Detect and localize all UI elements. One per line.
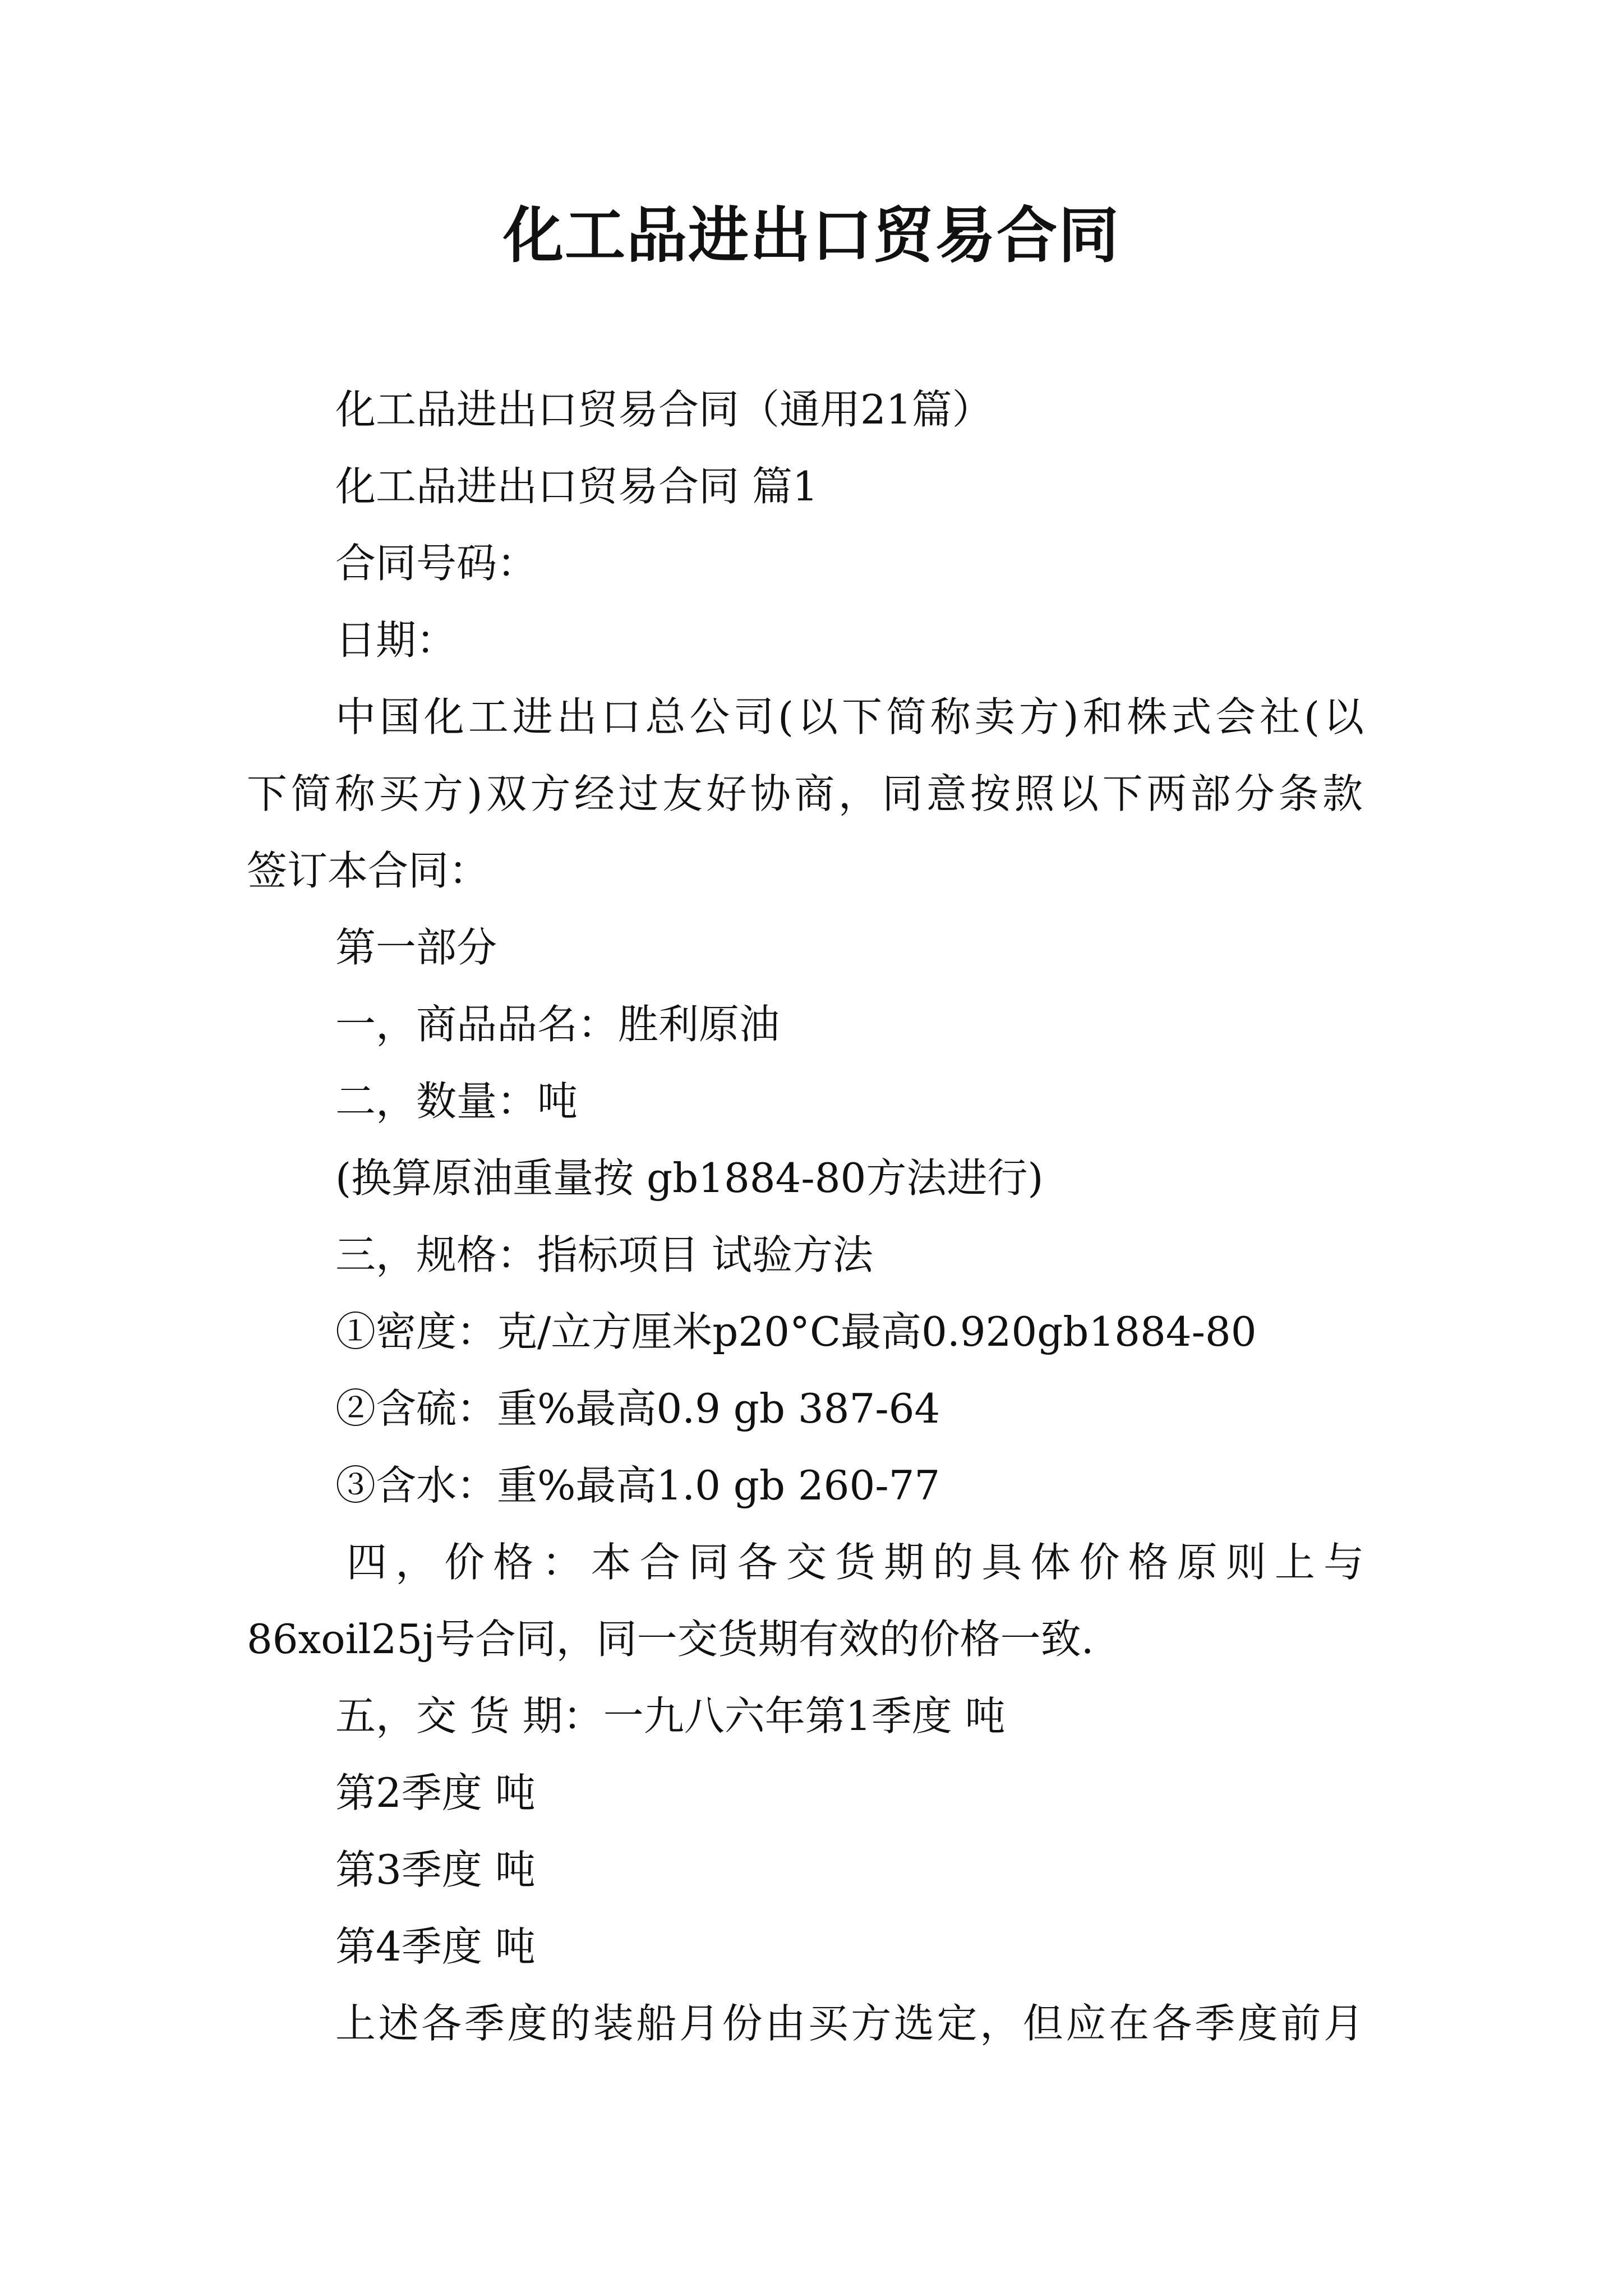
text-line-delivery-q2: 第2季度 吨 [335,1769,536,1816]
text-line-contract-number: 合同号码： [335,540,538,587]
text-line-date: 日期： [335,616,457,664]
text-line-section-heading: 化工品进出口贸易合同 篇1 [335,463,818,510]
text-line-intro-3: 签订本合同： [247,847,490,894]
text-line-delivery-q3: 第3季度 吨 [335,1846,536,1893]
text-line-product-name: 一，商品品名：胜利原油 [335,1001,780,1048]
text-line-specification: 三，规格：指标项目 试验方法 [335,1231,873,1278]
document-title: 化工品进出口贸易合同 [502,200,1120,271]
text-line-intro-1: 中国化工进出口总公司(以下简称卖方)和株式会社(以 [335,693,1364,740]
text-line-delivery-q1: 五，交 货 期：一九八六年第1季度 吨 [335,1692,1006,1740]
text-line-shipping-month: 上述各季度的装船月份由买方选定，但应在各季度前月 [335,2000,1364,2047]
text-line-spec-sulfur: ②含硫：重%最高0.9 gb 387-64 [335,1385,940,1432]
text-line-delivery-q4: 第4季度 吨 [335,1923,536,1970]
text-line-intro-2: 下简称买方)双方经过友好协商，同意按照以下两部分条款 [247,770,1363,817]
text-line-subtitle: 化工品进出口贸易合同（通用21篇） [335,386,993,433]
text-line-price-2: 86xoil25j号合同，同一交货期有效的价格一致. [247,1616,1094,1663]
text-line-spec-density: ①密度：克/立方厘米p20°C最高0.920gb1884-80 [335,1308,1257,1355]
text-line-quantity: 二，数量：吨 [335,1078,578,1125]
text-line-price-1: 四，价格：本合同各交货期的具体价格原则上与 [347,1539,1364,1586]
text-line-quantity-note: (换算原油重量按 gb1884-80方法进行) [335,1154,1044,1202]
text-line-part-one: 第一部分 [335,924,497,971]
text-line-spec-water: ③含水：重%最高1.0 gb 260-77 [335,1462,940,1509]
